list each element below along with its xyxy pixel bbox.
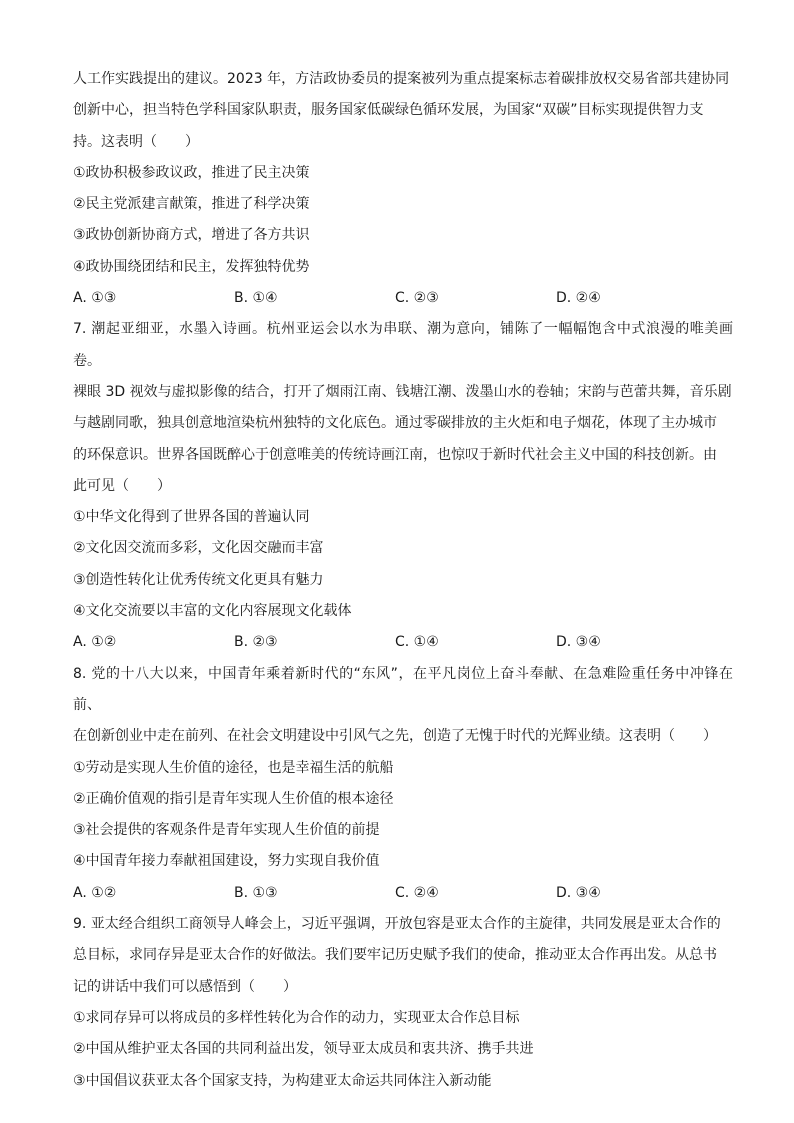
answer-options	[73, 627, 733, 658]
question-stem-line: 此可见（ ）	[73, 477, 171, 494]
answer-options	[73, 878, 733, 909]
question-stem-line: 8. 党的十八大以来，中国青年乘着新时代的“东风”，在平凡岗位上奋斗奉献、在急难险重任务中冲锋在前、	[73, 665, 733, 713]
question-9	[73, 909, 733, 1097]
statement-1: ①求同存异可以将成员的多样性转化为合作的动力，实现亚太合作总目标	[73, 1009, 520, 1026]
statement-2: ②中国从维护亚太各国的共同利益出发，领导亚太成员和衷共济、携手共进	[73, 1041, 534, 1058]
option-d[interactable]: D. ②④	[556, 290, 601, 307]
question-stem-line: 9. 亚太经合组织工商领导人峰会上，习近平强调，开放包容是亚太合作的主旋律，共同发展是亚太合作的	[73, 916, 721, 933]
statement-3: ③政协创新协商方式，增进了各方共识	[73, 227, 310, 244]
option-b[interactable]: B. ②③	[234, 634, 278, 651]
question-stem-line: 记的讲话中我们可以感悟到（ ）	[73, 978, 297, 995]
option-c[interactable]: C. ②③	[395, 290, 439, 307]
statement-4: ④中国青年接力奉献祖国建设，努力实现自我价值	[73, 853, 380, 870]
question-stem-line: 的环保意识。世界各国既醉心于创意唯美的传统诗画江南，也惊叹于新时代社会主义中国的科技创新。由	[73, 446, 717, 463]
option-a[interactable]: A. ①③	[73, 290, 117, 307]
option-a[interactable]: A. ①②	[73, 634, 117, 651]
question-stem-line: 持。这表明（ ）	[73, 133, 199, 150]
question-stem-line: 创新中心，担当特色学科国家队职责，服务国家低碳绿色循环发展，为国家“双碳”目标实现提供智力支	[73, 102, 704, 119]
option-b[interactable]: B. ①④	[234, 290, 278, 307]
page-content	[73, 64, 733, 1097]
question-stem-line: 7. 潮起亚细亚，水墨入诗画。杭州亚运会以水为串联、潮为意向，铺陈了一幅幅饱含中式浪漫的唯美画卷。	[73, 321, 733, 369]
statement-2: ②文化因交流而多彩，文化因交融而丰富	[73, 540, 324, 557]
statement-2: ②民主党派建言献策，推进了科学决策	[73, 196, 310, 213]
option-d[interactable]: D. ③④	[556, 884, 601, 901]
question-stem-line: 裸眼 3D 视效与虚拟影像的结合，打开了烟雨江南、钱塘江潮、泼墨山水的卷轴；宋韵与芭蕾共舞，音乐剧	[73, 383, 732, 400]
statement-4: ④政协围绕团结和民主，发挥独特优势	[73, 258, 310, 275]
question-8	[73, 659, 733, 909]
statement-3: ③创造性转化让优秀传统文化更具有魅力	[73, 571, 324, 588]
statement-2: ②正确价值观的指引是青年实现人生价值的根本途径	[73, 790, 394, 807]
statement-4: ④文化交流要以丰富的文化内容展现文化载体	[73, 603, 352, 620]
statement-1: ①中华文化得到了世界各国的普遍认同	[73, 509, 310, 526]
option-c[interactable]: C. ②④	[395, 884, 439, 901]
option-d[interactable]: D. ③④	[556, 634, 601, 651]
statement-3: ③中国倡议获亚太各个国家支持，为构建亚太命运共同体注入新动能	[73, 1072, 492, 1089]
statement-1: ①劳动是实现人生价值的途径，也是幸福生活的航船	[73, 759, 394, 776]
option-b[interactable]: B. ①③	[234, 884, 278, 901]
statement-1: ①政协积极参政议政，推进了民主决策	[73, 164, 310, 181]
question-7	[73, 314, 733, 658]
question-stem-line: 总目标，求同存异是亚太合作的好做法。我们要牢记历史赋予我们的使命，推动亚太合作再出发。从总书	[73, 947, 717, 964]
question-6	[73, 64, 733, 314]
statement-3: ③社会提供的客观条件是青年实现人生价值的前提	[73, 822, 380, 839]
option-a[interactable]: A. ①②	[73, 884, 117, 901]
option-c[interactable]: C. ①④	[395, 634, 439, 651]
question-stem-line: 人工作实践提出的建议。2023 年，方洁政协委员的提案被列为重点提案标志着碳排放权交易省部共建协同	[73, 71, 730, 87]
question-stem-line: 与越剧同歌，独具创意地渲染杭州独特的文化底色。通过零碳排放的主火炬和电子烟花，体现了主办城市	[73, 415, 717, 432]
question-stem-line: 在创新创业中走在前列、在社会文明建设中引风气之先，创造了无愧于时代的光辉业绩。这表明（ ）	[73, 728, 717, 745]
answer-options	[73, 283, 733, 314]
